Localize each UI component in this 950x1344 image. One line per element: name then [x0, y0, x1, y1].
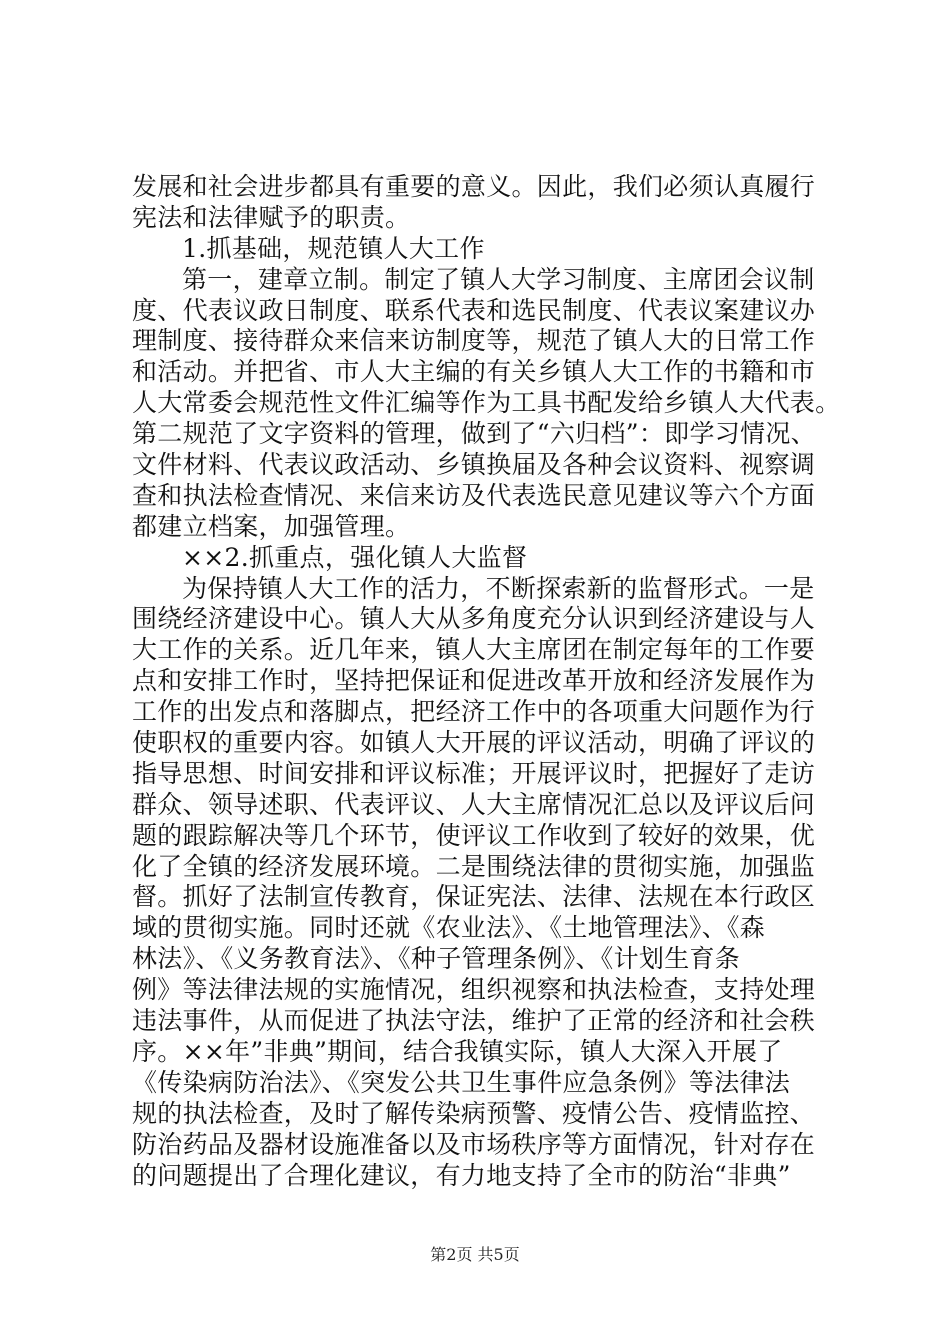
- text-line: 和活动。并把省、市人大主编的有关乡镇人大工作的书籍和市: [132, 357, 816, 387]
- text-line: 发展和社会进步都具有重要的意义。因此，我们必须认真履行: [132, 172, 816, 201]
- text-line: 违法事件，从而促进了执法守法，维护了正常的经济和社会秩: [132, 1006, 816, 1036]
- text-line: 点和安排工作时，坚持把保证和促进改革开放和经济发展作为: [132, 666, 816, 696]
- text-line: 度、代表议政日制度、联系代表和选民制度、代表议案建议办: [132, 295, 816, 325]
- text-line: 都建立档案，加强管理。: [132, 511, 411, 541]
- text-line: 大工作的关系。近几年来，镇人大主席团在制定每年的工作要: [132, 635, 816, 665]
- text-line: 为保持镇人大工作的活力，不断探索新的监督形式。一是: [182, 573, 815, 603]
- text-line: 的问题提出了合理化建议，有力地支持了全市的防治“非典”: [132, 1160, 791, 1190]
- text-line: 《传染病防治法》、《突发公共卫生事件应急条例》等法律法: [132, 1067, 791, 1097]
- text-line: 第一，建章立制。制定了镇人大学习制度、主席团会议制: [182, 264, 815, 294]
- text-line: 文件材料、代表议政活动、乡镇换届及各种会议资料、视察调: [132, 450, 816, 480]
- text-line: 域的贯彻实施。同时还就《农业法》、《土地管理法》、《森: [132, 913, 766, 943]
- text-line: 督。抓好了法制宣传教育，保证宪法、法律、法规在本行政区: [132, 882, 816, 912]
- text-line: 查和执法检查情况、来信来访及代表选民意见建议等六个方面: [132, 480, 816, 510]
- text-line: 林法》、《义务教育法》、《种子管理条例》、《计划生育条: [132, 944, 741, 974]
- text-line: 序。××年”非典”期间，结合我镇实际，镇人大深入开展了: [132, 1036, 783, 1066]
- text-line: 防治药品及器材设施准备以及市场秩序等方面情况，针对存在: [132, 1129, 816, 1159]
- page-footer: 第2页 共5页: [430, 1245, 520, 1264]
- text-line: 人大常委会规范性文件汇编等作为工具书配发给乡镇人大代表。: [132, 388, 841, 418]
- body-text: [132, 172, 841, 1191]
- text-line: 化了全镇的经济发展环境。二是围绕法律的贯彻实施，加强监: [132, 851, 816, 881]
- text-line: 题的跟踪解决等几个环节，使评议工作收到了较好的效果，优: [132, 820, 816, 850]
- text-line: 1.抓基础，规范镇人大工作: [182, 233, 485, 263]
- text-line: 使职权的重要内容。如镇人大开展的评议活动，明确了评议的: [132, 728, 816, 758]
- text-line: 指导思想、时间安排和评议标准；开展评议时，把握好了走访: [132, 758, 816, 788]
- text-line: 理制度、接待群众来信来访制度等，规范了镇人大的日常工作: [132, 326, 816, 356]
- text-line: 第二规范了文字资料的管理，做到了“六归档”：即学习情况、: [132, 419, 816, 449]
- text-line: 群众、领导述职、代表评议、人大主席情况汇总以及评议后问: [132, 789, 816, 819]
- text-line: ××2.抓重点，强化镇人大监督: [182, 542, 528, 572]
- text-line: 宪法和法律赋予的职责。: [132, 202, 411, 232]
- text-line: 围绕经济建设中心。镇人大从多角度充分认识到经济建设与人: [132, 604, 816, 634]
- text-line: 例》等法律法规的实施情况，组织视察和执法检查，支持处理: [132, 975, 816, 1005]
- text-line: 规的执法检查，及时了解传染病预警、疫情公告、疫情监控、: [132, 1098, 816, 1128]
- text-line: 工作的出发点和落脚点，把经济工作中的各项重大问题作为行: [132, 697, 816, 727]
